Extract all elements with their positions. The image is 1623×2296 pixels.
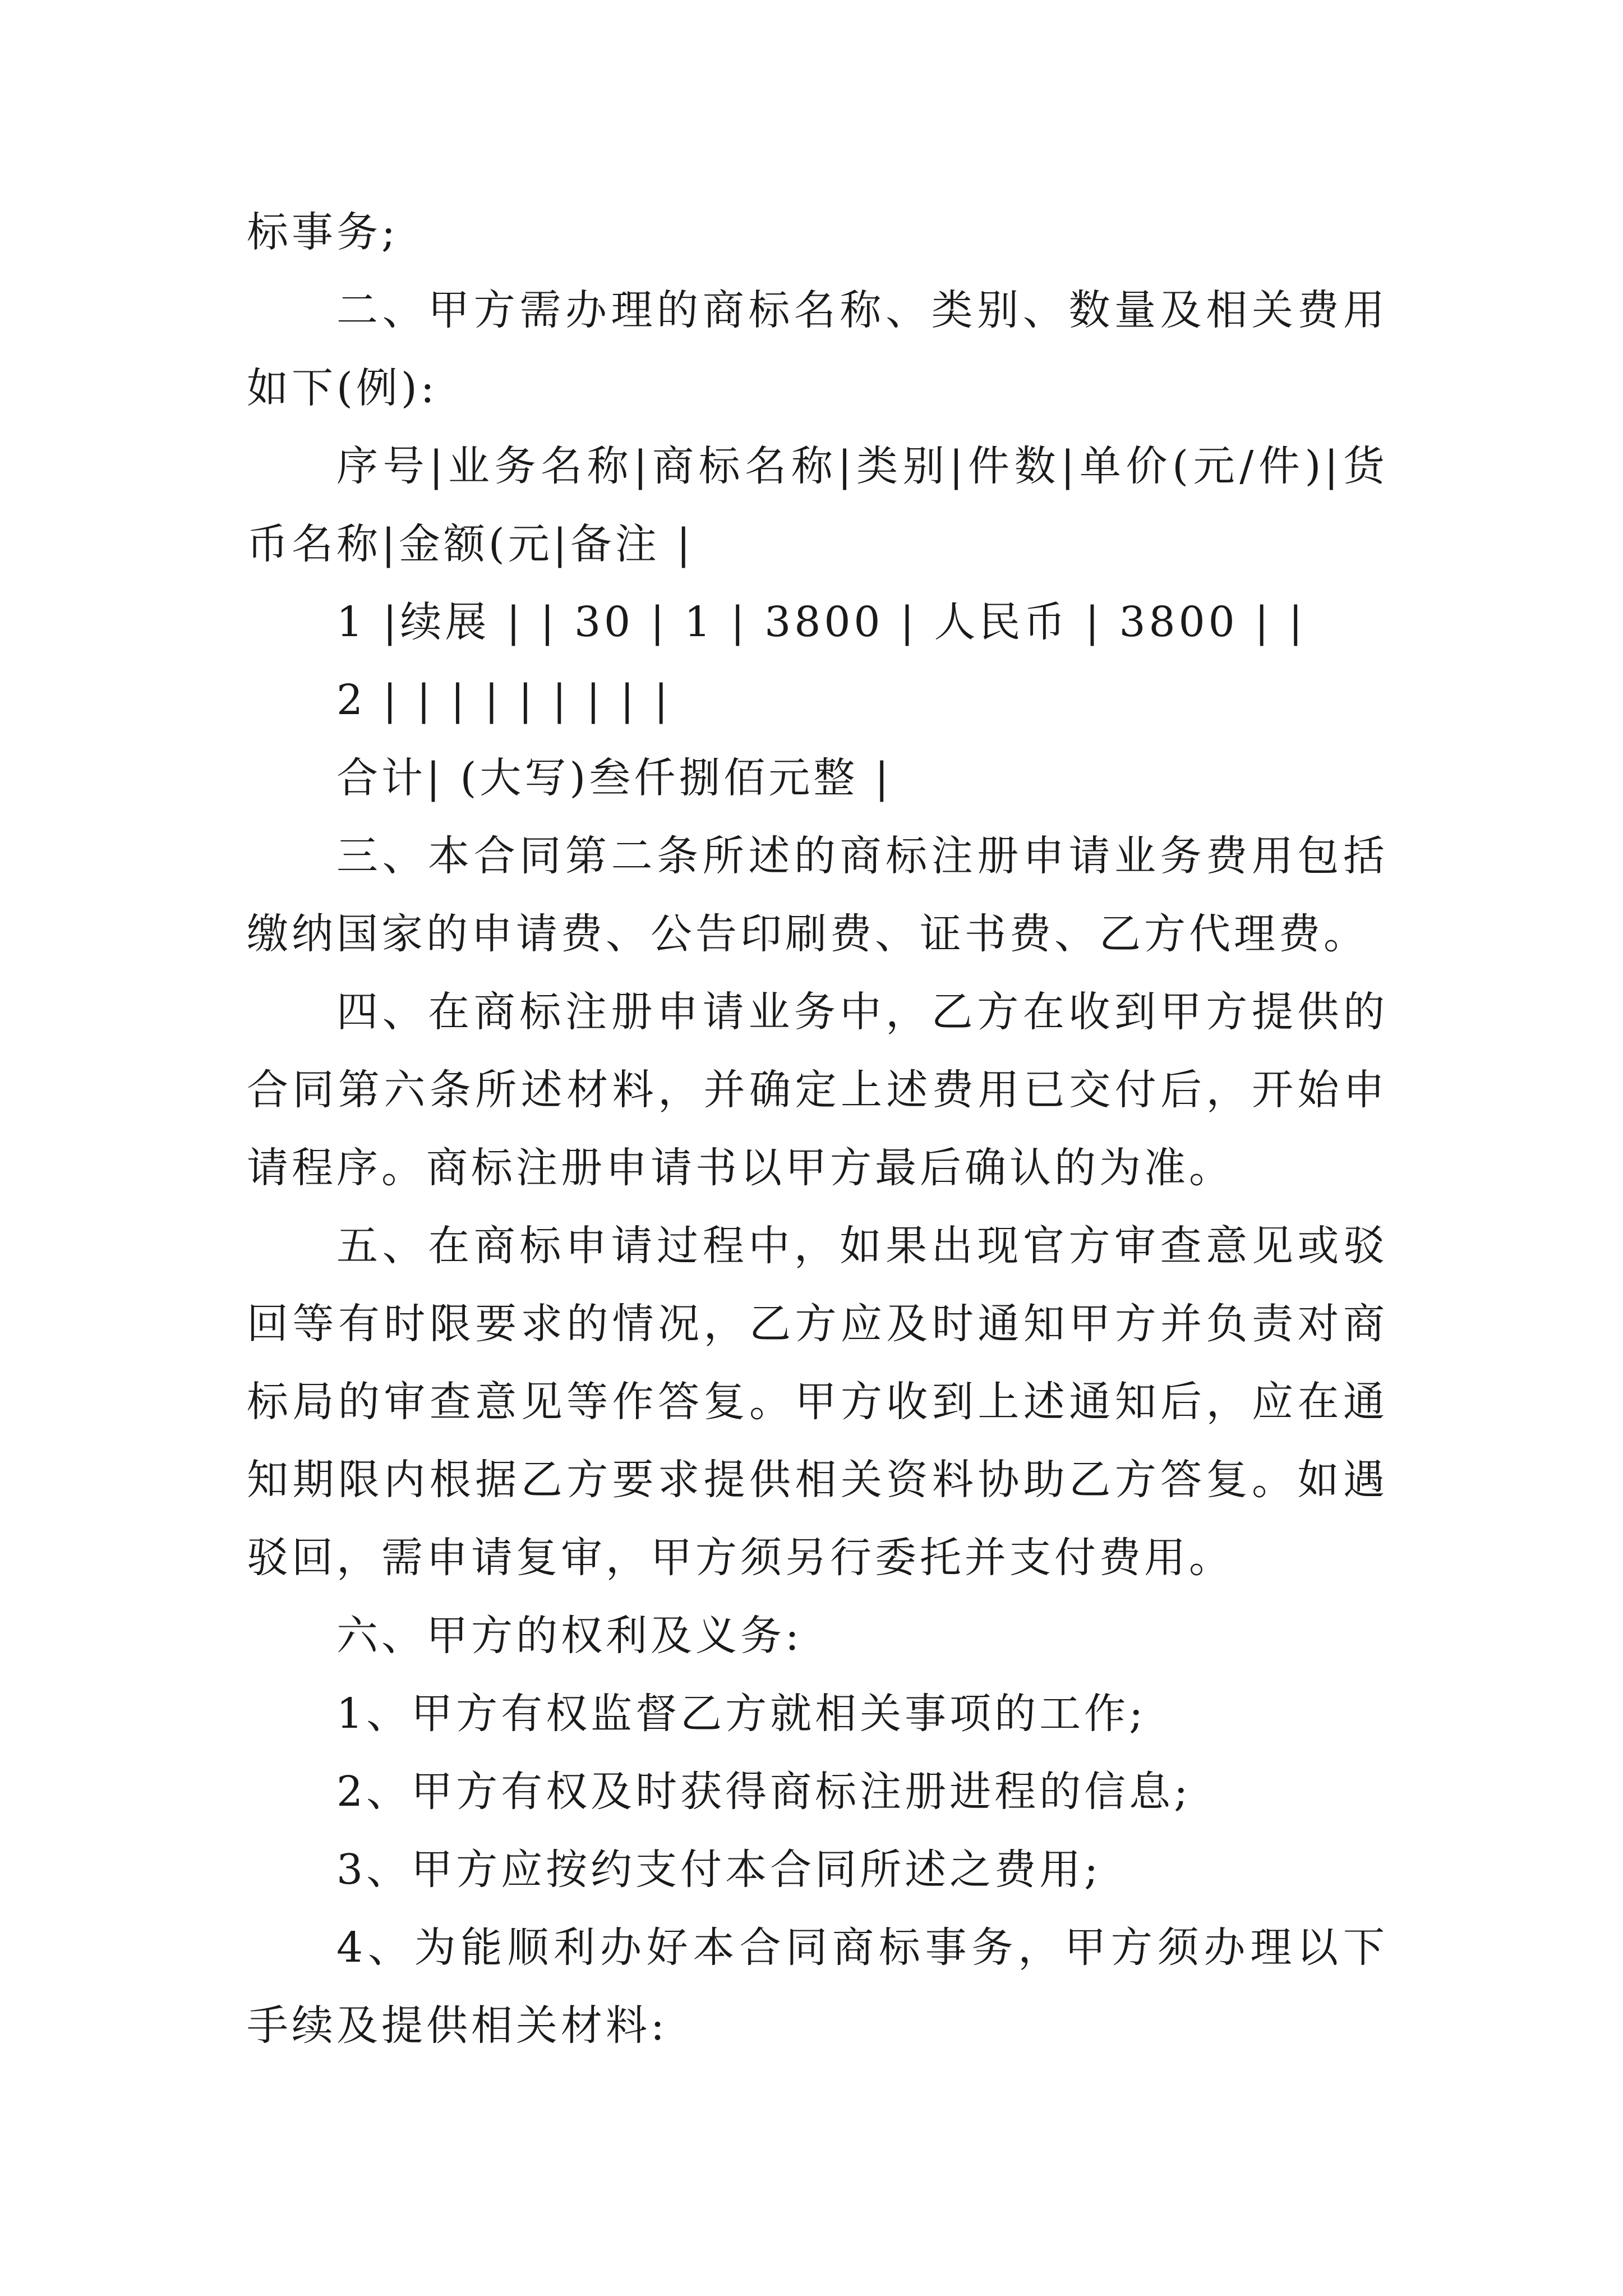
paragraph-continuation: 标事务;	[247, 208, 399, 256]
document-body	[247, 194, 1388, 2065]
clause-3: 三、本合同第二条所述的商标注册申请业务费用包括缴纳国家的申请费、公告印刷费、证书费、乙方代理费。	[247, 832, 1388, 958]
clause-6-item-4: 4、为能顺利办好本合同商标事务，甲方须办理以下手续及提供相关材料:	[247, 1924, 1388, 2050]
clause-6-item-3: 3、甲方应按约支付本合同所述之费用;	[336, 1846, 1102, 1894]
fee-table-total-row: 合计| (大写)叁仟捌佰元整 |	[336, 754, 892, 802]
clause-6-item-1: 1、甲方有权监督乙方就相关事项的工作;	[336, 1690, 1147, 1738]
fee-table-row-2: 2 | | | | | | | | |	[336, 676, 672, 724]
clause-6-heading: 六、甲方的权利及义务:	[336, 1612, 803, 1660]
clause-5: 五、在商标申请过程中，如果出现官方审查意见或驳回等有时限要求的情况，乙方应及时通知甲方并负责对商标局的审查意见等作答复。甲方收到上述通知后，应在通知期限内根据乙方要求提供相关资料协助乙方答复。如遇驳回，需申请复审，甲方须另行委托并支付费用。	[247, 1222, 1388, 1582]
clause-2-heading: 二、甲方需办理的商标名称、类别、数量及相关费用如下(例):	[247, 286, 1388, 412]
clause-4: 四、在商标注册申请业务中，乙方在收到甲方提供的合同第六条所述材料，并确定上述费用已交付后，开始申请程序。商标注册申请书以甲方最后确认的为准。	[247, 988, 1388, 1192]
clause-6-item-2: 2、甲方有权及时获得商标注册进程的信息;	[336, 1768, 1192, 1816]
fee-table-row-1: 1 |续展 | | 30 | 1 | 3800 | 人民币 | 3800 | |	[336, 598, 1306, 646]
fee-table-header-row: 序号|业务名称|商标名称|类别|件数|单价(元/件)|货币名称|金额(元|备注 |	[247, 442, 1388, 568]
